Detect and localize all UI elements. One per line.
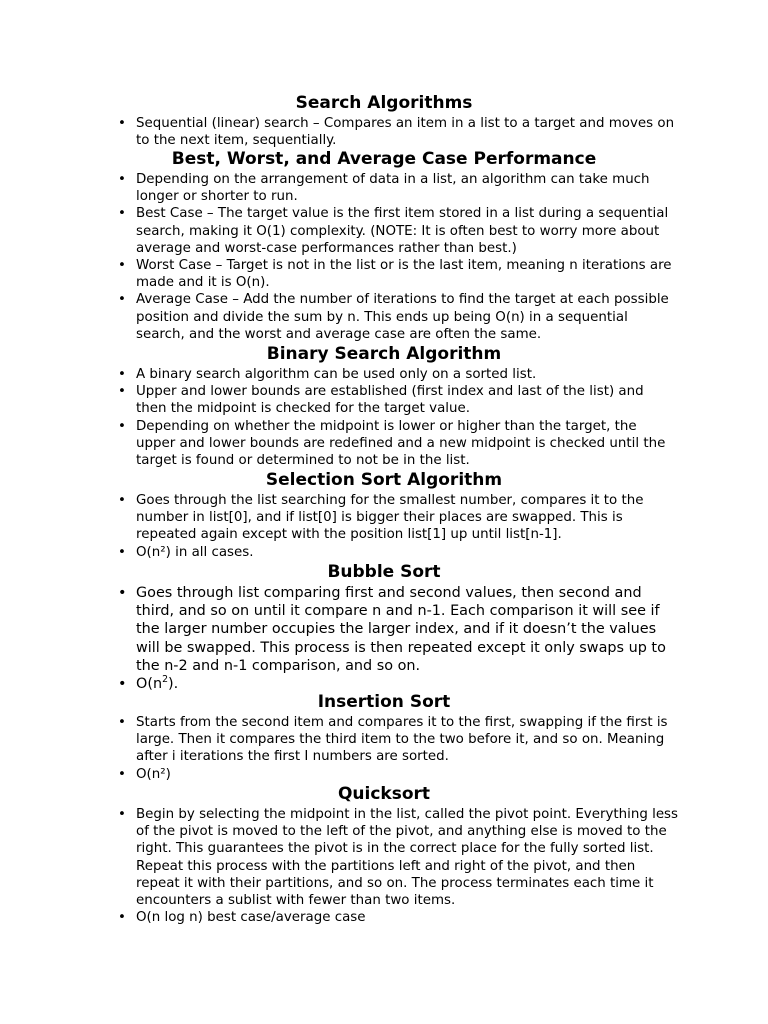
list-item: • Depending on the arrangement of data in a list, an algorithm can take much longer or shorter to run. xyxy=(118,171,678,205)
list-item: • Worst Case – Target is not in the list or is the last item, meaning n iterations are made and it is O(n). xyxy=(118,257,678,291)
heading-case-performance: Best, Worst, and Average Case Performance xyxy=(171,149,597,169)
list-case-performance xyxy=(118,171,678,343)
complexity-text: O(n xyxy=(136,676,163,693)
heading-selection-sort: Selection Sort Algorithm xyxy=(265,470,503,490)
list-item: • Sequential (linear) search – Compares an item in a list to a target and moves on to the next item, sequentially. xyxy=(118,115,678,149)
list-item: • O(n²) in all cases. xyxy=(118,544,678,561)
list-search-algorithms xyxy=(118,115,678,149)
list-item: • Upper and lower bounds are established (first index and last of the list) and then the midpoint is checked for the target value. xyxy=(118,383,678,417)
list-item: • Best Case – The target value is the first item stored in a list during a sequential search, making it O(1) complexity. (NOTE: It is often best to worry more about average and worst-case performances rather than best.) xyxy=(118,205,678,257)
list-item: • Starts from the second item and compares it to the first, swapping if the first is large. Then it compares the third item to the two before it, and so on. Meaning after i iterations the first I numbers are sorted. xyxy=(118,714,678,766)
superscript-exponent: 2 xyxy=(162,674,169,686)
list-item: • A binary search algorithm can be used only on a sorted list. xyxy=(118,366,678,383)
list-item: • Average Case – Add the number of iterations to find the target at each possible position and divide the sum by n. This ends up being O(n) in a sequential search, and the worst and average case are often the same. xyxy=(118,291,678,343)
list-quicksort xyxy=(118,806,678,926)
list-item: • Goes through the list searching for the smallest number, compares it to the number in list[0], and if list[0] is bigger their places are swapped. This is repeated again except with the position list[1] up until list[n-1]. xyxy=(118,492,678,544)
list-bubble-sort xyxy=(118,584,673,693)
list-item: • O(n log n) best case/average case xyxy=(118,909,678,926)
list-item: • Begin by selecting the midpoint in the list, called the pivot point. Everything less of the pivot is moved to the left of the pivot, and anything else is moved to the right. This guarantees the pivot is in the correct place for the fully sorted list. Repeat this process with the partitions left and right of the pivot, and then repeat it with their partitions, and so on. The process terminates each time it encounters a sublist with fewer than two items. xyxy=(118,806,678,909)
heading-quicksort: Quicksort xyxy=(337,784,431,804)
list-selection-sort xyxy=(118,492,678,561)
heading-binary-search: Binary Search Algorithm xyxy=(266,344,502,364)
heading-insertion-sort: Insertion Sort xyxy=(317,692,451,712)
list-insertion-sort xyxy=(118,714,678,783)
list-item xyxy=(118,675,673,693)
list-item: • Depending on whether the midpoint is lower or higher than the target, the upper and lower bounds are redefined and a new midpoint is checked until the target is found or determined to not be in the list. xyxy=(118,418,678,470)
list-binary-search xyxy=(118,366,678,469)
heading-bubble-sort: Bubble Sort xyxy=(327,562,441,582)
heading-search-algorithms: Search Algorithms xyxy=(295,93,473,113)
list-item: • Goes through list comparing first and second values, then second and third, and so on until it compare n and n-1. Each comparison it will see if the larger number occupies the larger index, and if it doesn’t the values will be swapped. This process is then repeated except it only swaps up to the n-2 and n-1 comparison, and so on. xyxy=(118,584,673,675)
complexity-text-end: ). xyxy=(168,676,179,693)
list-item: • O(n²) xyxy=(118,766,678,783)
